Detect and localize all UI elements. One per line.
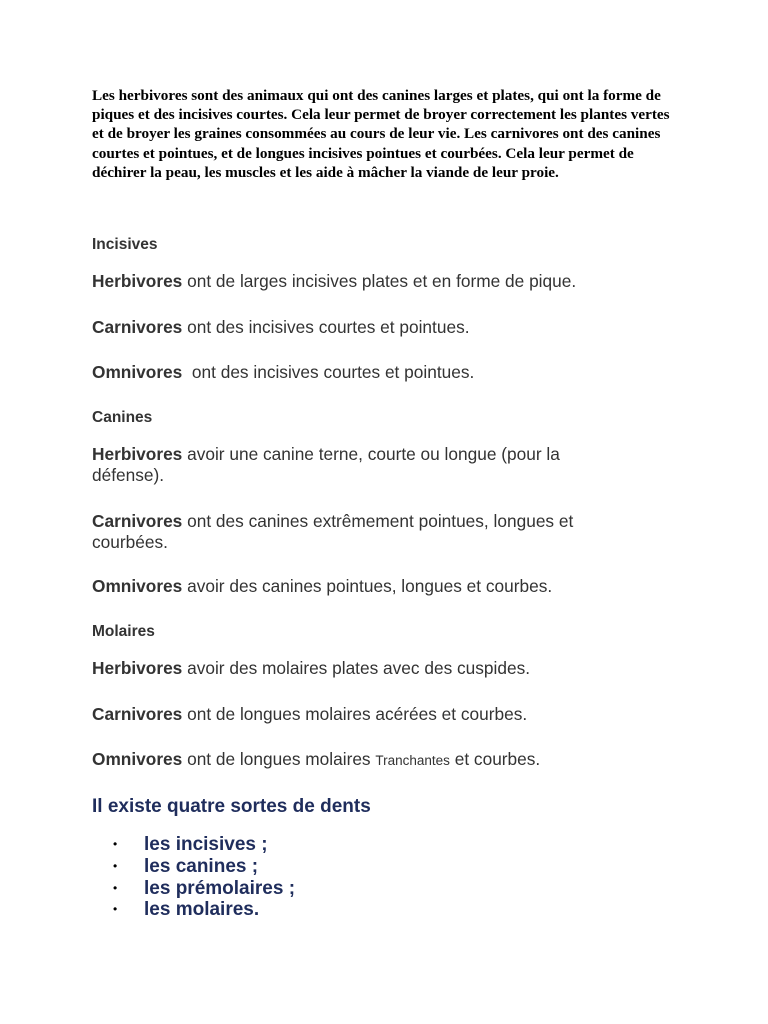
entry-subject: Omnivores xyxy=(92,362,183,382)
entry-text-tail: et courbes. xyxy=(449,749,541,769)
entry-text: ont de longues molaires acérées et courbes. xyxy=(182,704,528,724)
entry-text: ont des incisives courtes et pointues. xyxy=(182,317,470,337)
entry-molaires-omnivores xyxy=(92,749,632,771)
bullet-icon: • xyxy=(113,880,118,895)
entry-subject: Carnivores xyxy=(92,317,183,337)
entry-molaires-herbivores xyxy=(92,658,632,679)
section-heading-incisives: Incisives xyxy=(92,236,158,253)
entry-canines-carnivores xyxy=(92,511,622,553)
entry-canines-herbivores xyxy=(92,444,612,486)
entry-text: avoir une canine terne, courte ou longue (pour la défense). xyxy=(92,444,560,485)
teeth-types-list xyxy=(92,834,295,921)
teeth-types-title: Il existe quatre sortes de dents xyxy=(92,796,371,817)
entry-subject: Herbivores xyxy=(92,444,183,464)
entry-incisives-carnivores xyxy=(92,317,632,338)
entry-subject: Omnivores xyxy=(92,749,183,769)
entry-text: ont de larges incisives plates et en forme de pique. xyxy=(182,271,577,291)
section-heading-molaires: Molaires xyxy=(92,623,155,640)
bullet-icon: • xyxy=(113,837,118,851)
list-item-label: les canines ; xyxy=(144,855,259,877)
entry-molaires-carnivores xyxy=(92,704,632,725)
list-item-label: les molaires. xyxy=(144,899,260,921)
entry-incisives-herbivores xyxy=(92,271,632,292)
list-item xyxy=(92,834,295,856)
entry-incisives-omnivores xyxy=(92,362,632,383)
entry-text: ont des canines extrêmement pointues, longues et courbées. xyxy=(92,511,574,552)
intro-paragraph: Les herbivores sont des animaux qui ont des canines larges et plates, qui ont la forme de piques et des incisives courtes. Cela leur permet de broyer correctement les plantes vertes et de broyer les graines consommées au cours de leur vie. Les carnivores ont des canines courtes et pointues, et de longues incisives pointues et courbées. Cela leur permet de déchirer la peau, les muscles et les aide à mâcher la viande de leur proie. xyxy=(92,87,670,181)
bullet-icon: • xyxy=(113,858,118,873)
entry-text: avoir des canines pointues, longues et courbes. xyxy=(182,576,553,596)
list-item-label: les incisives ; xyxy=(144,834,268,855)
list-item xyxy=(92,878,295,900)
list-item xyxy=(92,899,295,921)
list-item-label: les prémolaires ; xyxy=(144,877,296,899)
entry-subject: Herbivores xyxy=(92,658,183,678)
entry-subject: Carnivores xyxy=(92,704,183,724)
bullet-icon: • xyxy=(113,902,118,917)
entry-subject: Omnivores xyxy=(92,576,183,596)
entry-text-small: Tranchantes xyxy=(375,753,450,768)
list-item xyxy=(92,856,295,878)
entry-subject: Carnivores xyxy=(92,511,183,531)
entry-canines-omnivores xyxy=(92,576,632,597)
entry-text: avoir des molaires plates avec des cuspides. xyxy=(182,658,531,678)
entry-text: ont des incisives courtes et pointues. xyxy=(182,362,475,382)
entry-subject: Herbivores xyxy=(92,271,183,291)
entry-text: ont de longues molaires xyxy=(182,749,376,769)
section-heading-canines: Canines xyxy=(92,409,153,426)
